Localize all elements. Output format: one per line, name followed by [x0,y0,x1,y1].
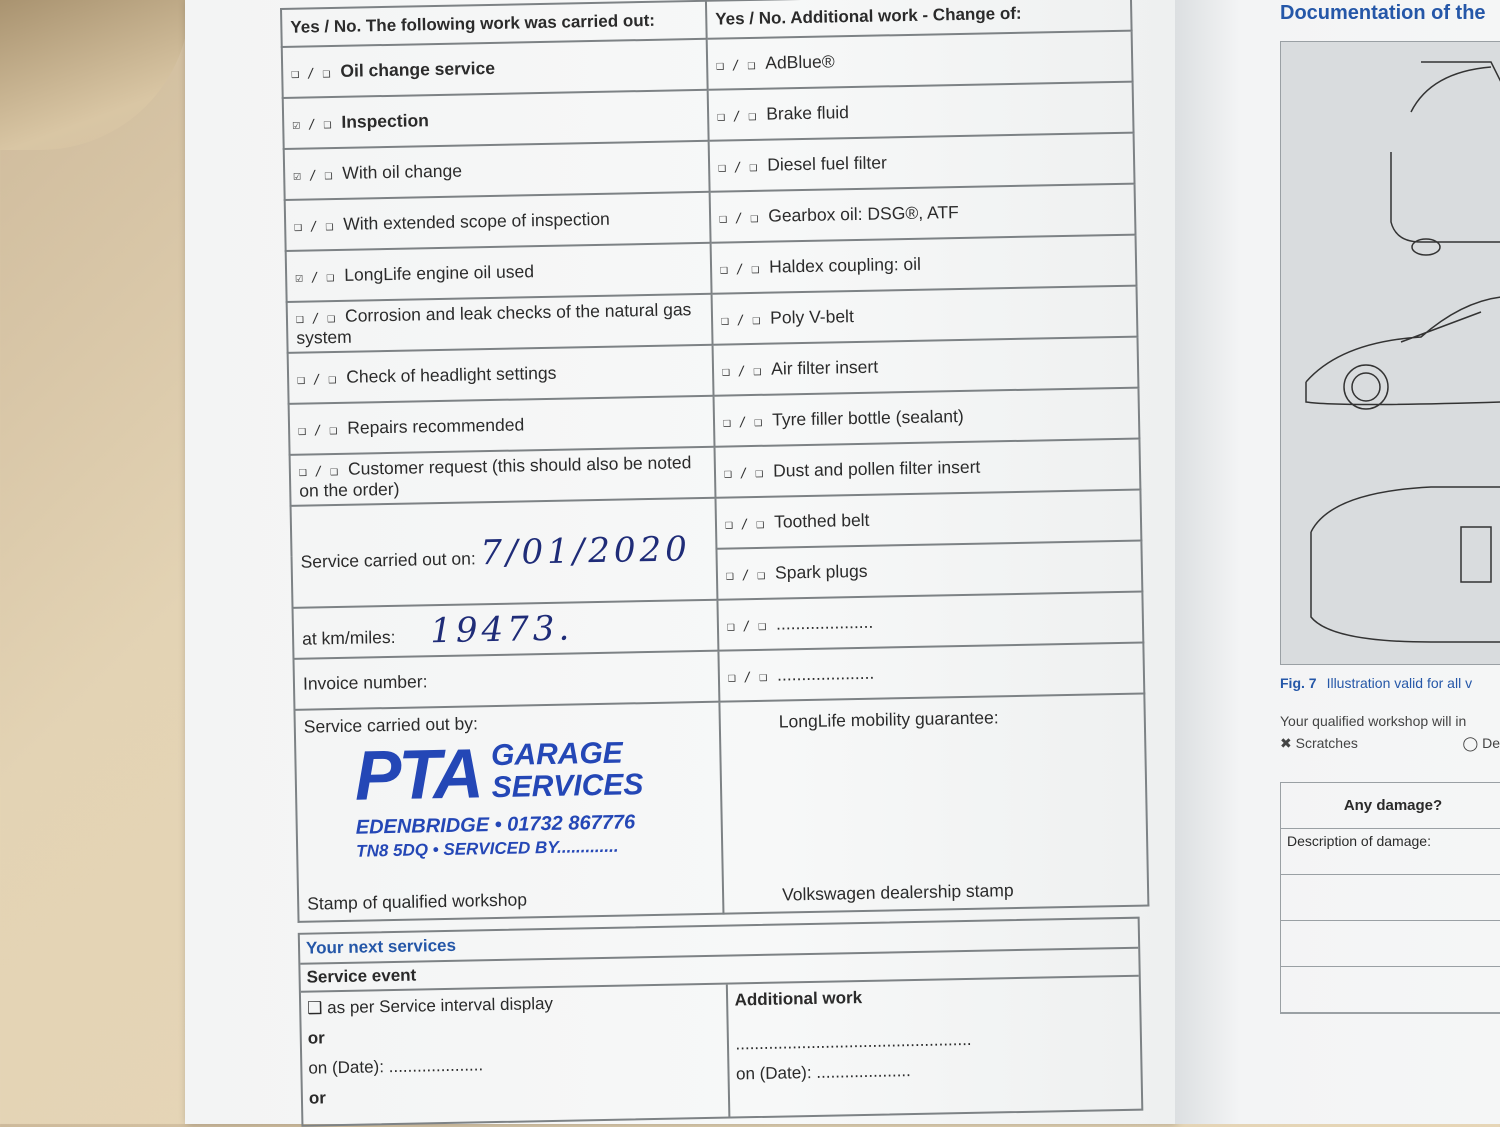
workshop-stamp [354,736,713,862]
row-repairs[interactable]: ❑ / ❑ Repairs recommended [289,396,715,455]
mileage-cell[interactable] [293,600,719,659]
additional-work-date[interactable]: on (Date): .................... [735,1061,911,1084]
row-tyre-filler[interactable]: ❑ / ❑ Tyre filler bottle (sealant) [714,388,1140,447]
next-service-date[interactable]: on (Date): .................... [308,1055,484,1078]
mileage-value: 19473. [429,607,574,651]
checkbox-icon[interactable]: ❑ / ❑ [722,414,763,431]
left-header: Yes / No. The following work was carried out: [281,1,707,47]
service-date-cell[interactable] [291,498,718,608]
checkbox-icon[interactable]: ❑ / ❑ [726,618,767,635]
damage-legend [1280,735,1500,752]
row-gearbox-oil[interactable]: ❑ / ❑ Gearbox oil: DSG®, ATF [710,184,1136,243]
workshop-stamp-cell [294,702,723,922]
row-air-filter[interactable]: ❑ / ❑ Air filter insert [713,337,1139,396]
stamp-address: EDENBRIDGE • 01732 867776 [355,811,636,839]
checkbox-icon[interactable]: ❑ / ❑ [717,108,757,125]
documentation-title: Documentation of the [1280,2,1486,24]
leather-seat-background [0,0,190,150]
stamp-garage-services: GARAGE SERVICES [490,736,644,805]
row-corrosion-check[interactable]: ❑ / ❑ Corrosion and leak checks of the natural gas system [287,294,713,353]
row-spark-plugs[interactable]: ❑ / ❑ Spark plugs [716,541,1142,600]
row-oil-change[interactable]: ❑ / ❑ Oil change service [282,39,708,98]
car-outline-icon [1281,42,1500,664]
checkbox-icon[interactable]: ❑ / ❑ [294,219,334,235]
service-date-label: Service carried out on: [300,548,476,572]
checkbox-icon[interactable]: ❑ / ❑ [724,516,765,533]
next-services-title: Your next services [300,919,1138,965]
service-table [280,0,1149,923]
stamp-caption: Stamp of qualified workshop [307,889,528,914]
row-inspection[interactable]: ☑ / ❑ Inspection [283,90,709,149]
checkbox-icon[interactable]: ❑ / ❑ [721,363,762,380]
row-haldex[interactable]: ❑ / ❑ Haldex coupling: oil [711,235,1137,294]
mileage-label: at km/miles: [301,626,396,649]
checkbox-icon[interactable]: ❑ / ❑ [298,463,339,480]
service-date-value: 7/01/2020 [480,529,692,574]
mobility-guarantee-label: LongLife mobility guarantee: [778,707,999,732]
service-event-column: ❑ as per Service interval display or on (Date): .................... or [301,985,731,1125]
row-blank-2[interactable]: ❑ / ❑ .................... [718,643,1144,702]
damage-line[interactable] [1281,967,1500,1013]
checkbox-icon[interactable]: ❑ / ❑ [720,312,761,329]
damage-line[interactable] [1281,875,1500,921]
dealer-stamp-caption: Volkswagen dealership stamp [781,880,1014,905]
service-record-page [185,0,1175,1124]
figure-caption: Fig. 7 Illustration valid for all v [1280,675,1473,691]
additional-work-column [728,977,1141,1117]
checkbox-icon[interactable]: ❑ / ❑ [718,210,759,227]
row-diesel-filter[interactable]: ❑ / ❑ Diesel fuel filter [709,133,1135,192]
damage-description-label: Description of damage: [1281,829,1500,875]
dents-legend: ◯ De [1462,735,1500,751]
checkbox-checked-icon[interactable]: ☑ / ❑ [292,117,332,133]
damage-documentation [1280,0,1500,1014]
checkbox-icon[interactable]: ❑ / ❑ [297,371,337,388]
dealer-stamp-cell [719,694,1148,914]
damage-line[interactable] [1281,921,1500,967]
row-blank-1[interactable]: ❑ / ❑ .................... [717,592,1143,651]
invoice-cell[interactable] [293,651,719,710]
row-toothed-belt[interactable]: ❑ / ❑ Toothed belt [715,490,1141,549]
checkbox-icon[interactable]: ❑ / ❑ [725,567,766,584]
stamp-postcode: TN8 5DQ • SERVICED BY............. [356,836,619,861]
service-form [280,0,1151,1127]
carried-out-by-label: Service carried out by: [303,713,479,737]
additional-work-header: Additional work [734,988,863,1010]
car-illustration [1280,41,1500,665]
any-damage-header: Any damage? [1281,783,1500,829]
checkbox-icon[interactable]: ❑ / ❑ [719,261,760,278]
checkbox-checked-icon[interactable]: ☑ / ❑ [295,270,335,286]
invoice-label: Invoice number: [302,671,428,694]
workshop-text: Your qualified workshop will in [1280,713,1467,729]
damage-table [1280,782,1500,1014]
checkbox-icon[interactable]: ❑ / ❑ [723,465,764,482]
row-poly-v-belt[interactable]: ❑ / ❑ Poly V-belt [712,286,1138,345]
checkbox-icon[interactable]: ❑ / ❑ [716,57,756,74]
row-pollen-filter[interactable]: ❑ / ❑ Dust and pollen filter insert [715,439,1141,498]
row-brake-fluid[interactable]: ❑ / ❑ Brake fluid [708,82,1134,141]
row-customer-request[interactable]: ❑ / ❑ Customer request (this should also be noted on the order) [290,447,716,506]
checkbox-icon[interactable]: ❑ / ❑ [291,66,331,82]
additional-work-line[interactable]: .................................................. [735,1029,972,1054]
next-services-box [298,917,1144,1127]
interval-display-option[interactable]: ❑ as per Service interval display [307,993,554,1018]
right-header: Yes / No. Additional work - Change of: [706,0,1132,39]
checkbox-icon[interactable]: ❑ / ❑ [727,669,768,686]
row-headlight[interactable]: ❑ / ❑ Check of headlight settings [288,345,714,404]
row-adblue[interactable]: ❑ / ❑ AdBlue® [707,31,1133,90]
checkbox-checked-icon[interactable]: ☑ / ❑ [293,168,333,184]
scratches-legend: ✖ Scratches [1280,735,1358,751]
stamp-logo: PTA [354,734,482,815]
checkbox-icon[interactable]: ❑ / ❑ [297,422,338,439]
checkbox-icon[interactable]: ❑ / ❑ [295,310,336,327]
row-with-oil-change[interactable]: ☑ / ❑ With oil change [284,141,710,200]
row-longlife-oil[interactable]: ☑ / ❑ LongLife engine oil used [286,243,712,302]
checkbox-icon[interactable]: ❑ / ❑ [718,159,758,176]
service-event-header: Service event [300,949,1138,993]
row-extended-scope[interactable]: ❑ / ❑ With extended scope of inspection [285,192,711,251]
